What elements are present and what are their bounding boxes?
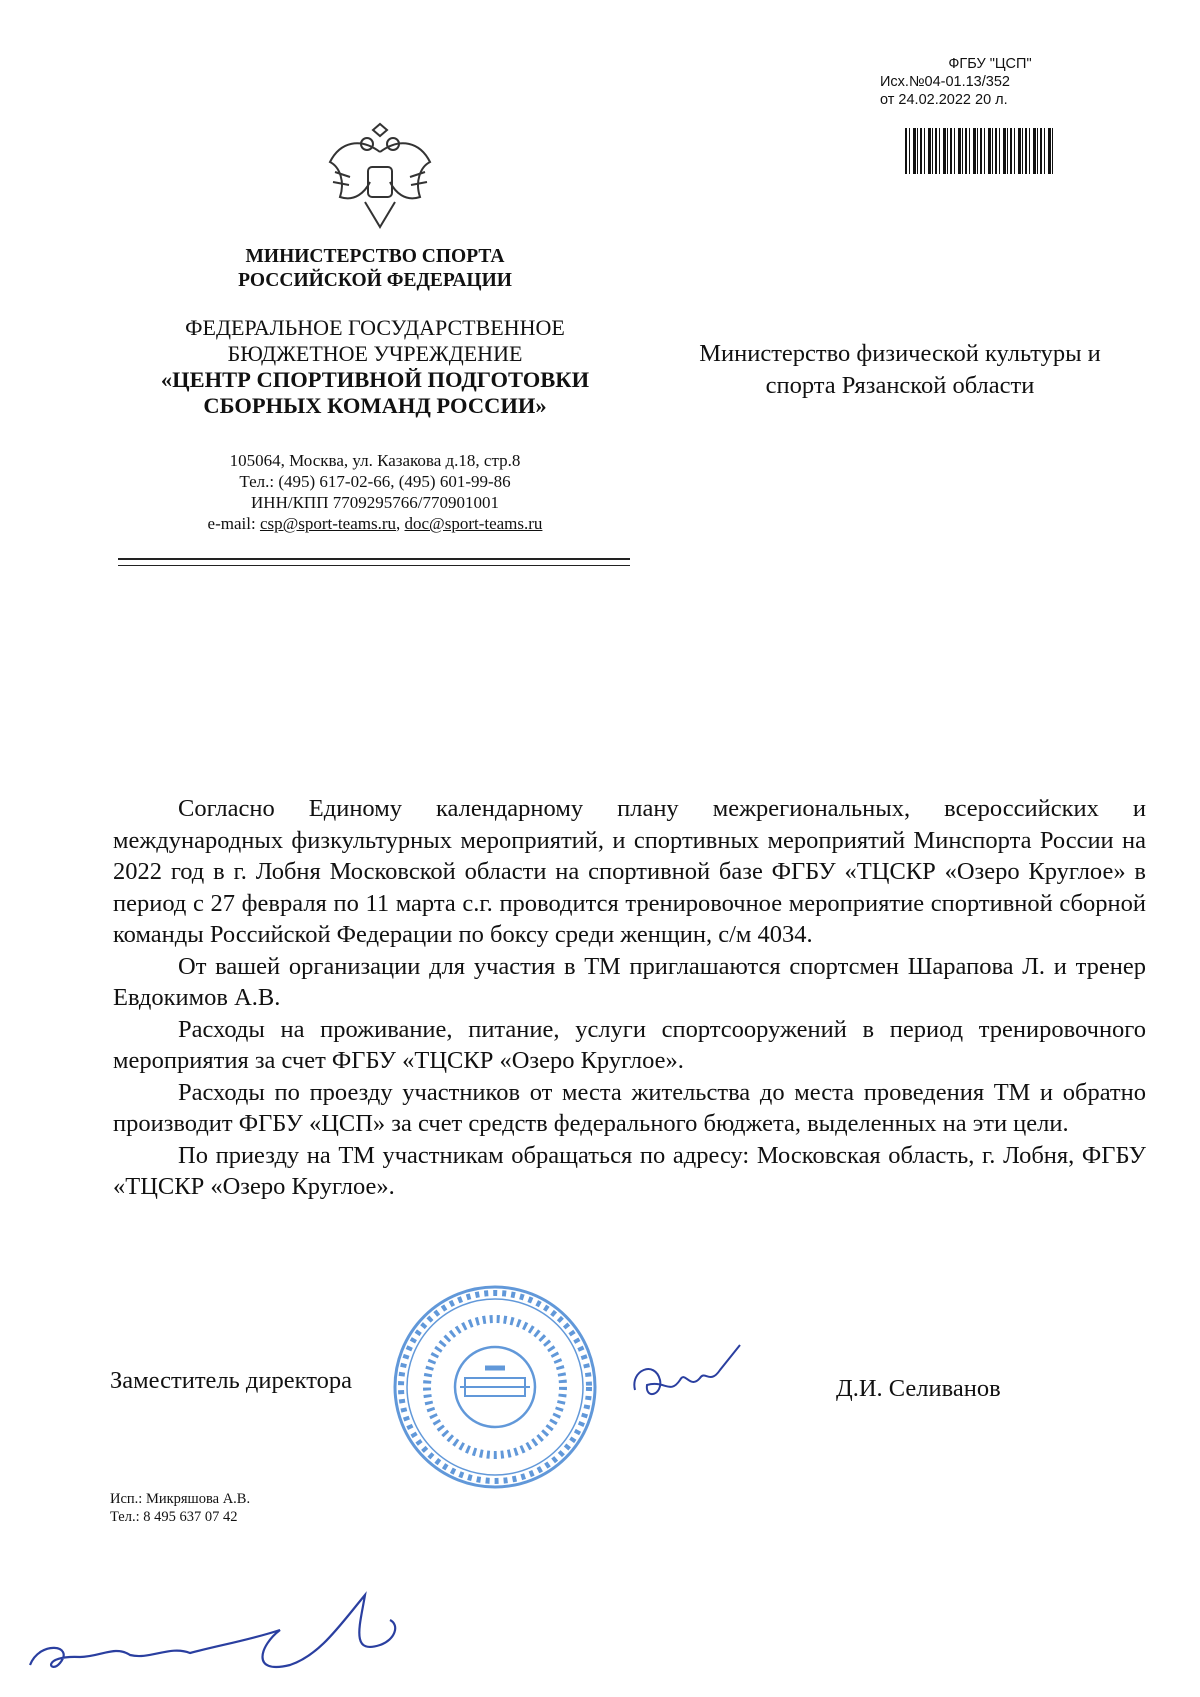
paragraph: По приезду на ТМ участникам обращаться по адресу: Московская область, г. Лобня, ФГБУ «ТЦСКР «Озеро Круглое».	[113, 1141, 1146, 1200]
org-line: ФЕДЕРАЛЬНОЕ ГОСУДАРСТВЕННОЕ	[185, 315, 565, 340]
letter-body	[113, 793, 1146, 1203]
registration-block	[880, 55, 1070, 109]
registration-number: Исх.№04-01.13/352	[880, 74, 1010, 90]
executor-info	[110, 1490, 250, 1526]
executor-name: Исп.: Микряшова А.В.	[110, 1491, 251, 1507]
signatory-name: Д.И. Селиванов	[836, 1375, 1001, 1402]
email-label: e-mail:	[207, 514, 260, 533]
recipient-line: спорта Рязанской области	[765, 372, 1035, 399]
registration-date: от 24.02.2022 20 л.	[880, 92, 1008, 108]
recipient-line: Министерство физической культуры и	[699, 340, 1101, 367]
recipient	[660, 338, 1140, 402]
executor-phone: Тел.: 8 495 637 07 42	[110, 1509, 238, 1525]
registration-org: ФГБУ "ЦСП"	[948, 56, 1032, 72]
org-line: БЮДЖЕТНОЕ УЧРЕЖДЕНИЕ	[227, 341, 523, 366]
address: 105064, Москва, ул. Казакова д.18, стр.8	[229, 451, 521, 470]
email-link[interactable]: csp@sport-teams.ru	[259, 514, 396, 533]
barcode	[905, 128, 1053, 174]
organization-name	[110, 315, 640, 419]
paragraph: Расходы на проживание, питание, услуги спортсооружений в период тренировочного мероприятия за счет ФГБУ «ТЦСКР «Озеро Круглое».	[113, 1015, 1146, 1074]
handwritten-signature	[20, 1585, 420, 1685]
email-separator: ,	[396, 514, 405, 533]
email-link[interactable]: doc@sport-teams.ru	[404, 514, 543, 533]
director-signature	[625, 1340, 745, 1420]
signatory-title: Заместитель директора	[110, 1367, 352, 1394]
coat-of-arms-emblem	[325, 122, 435, 237]
header-divider	[118, 565, 630, 566]
org-line: СБОРНЫХ КОМАНД РОССИИ»	[203, 393, 547, 418]
phone: Тел.: (495) 617-02-66, (495) 601-99-86	[239, 472, 511, 491]
paragraph: Расходы по проезду участников от места жительства до места проведения ТМ и обратно производит ФГБУ «ЦСП» за счет средств федерального бюджета, выделенных на эти цели.	[113, 1078, 1146, 1137]
organization-contacts	[110, 450, 640, 534]
ministry-name	[110, 245, 640, 293]
paragraph: От вашей организации для участия в ТМ приглашаются спортсмен Шарапова Л. и тренер Евдокимов А.В.	[113, 952, 1146, 1011]
ministry-line: МИНИСТЕРСТВО СПОРТА	[245, 246, 505, 267]
official-stamp	[385, 1280, 605, 1495]
inn-kpp: ИНН/КПП 7709295766/770901001	[251, 493, 499, 512]
paragraph: Согласно Единому календарному плану межрегиональных, всероссийских и международных физкультурных мероприятий, и спортивных мероприятий Минспорта России на 2022 год в г. Лобня Московской области на спортивной базе ФГБУ «ТЦСКР «Озеро Круглое» в период с 27 февраля по 11 марта с.г. проводится тренировочное мероприятие спортивной сборной команды Российской Федерации по боксу среди женщин, с/м 4034.	[113, 795, 1146, 948]
org-line: «ЦЕНТР СПОРТИВНОЙ ПОДГОТОВКИ	[160, 367, 590, 392]
header-divider	[118, 558, 630, 560]
ministry-line: РОССИЙСКОЙ ФЕДЕРАЦИИ	[238, 270, 512, 291]
